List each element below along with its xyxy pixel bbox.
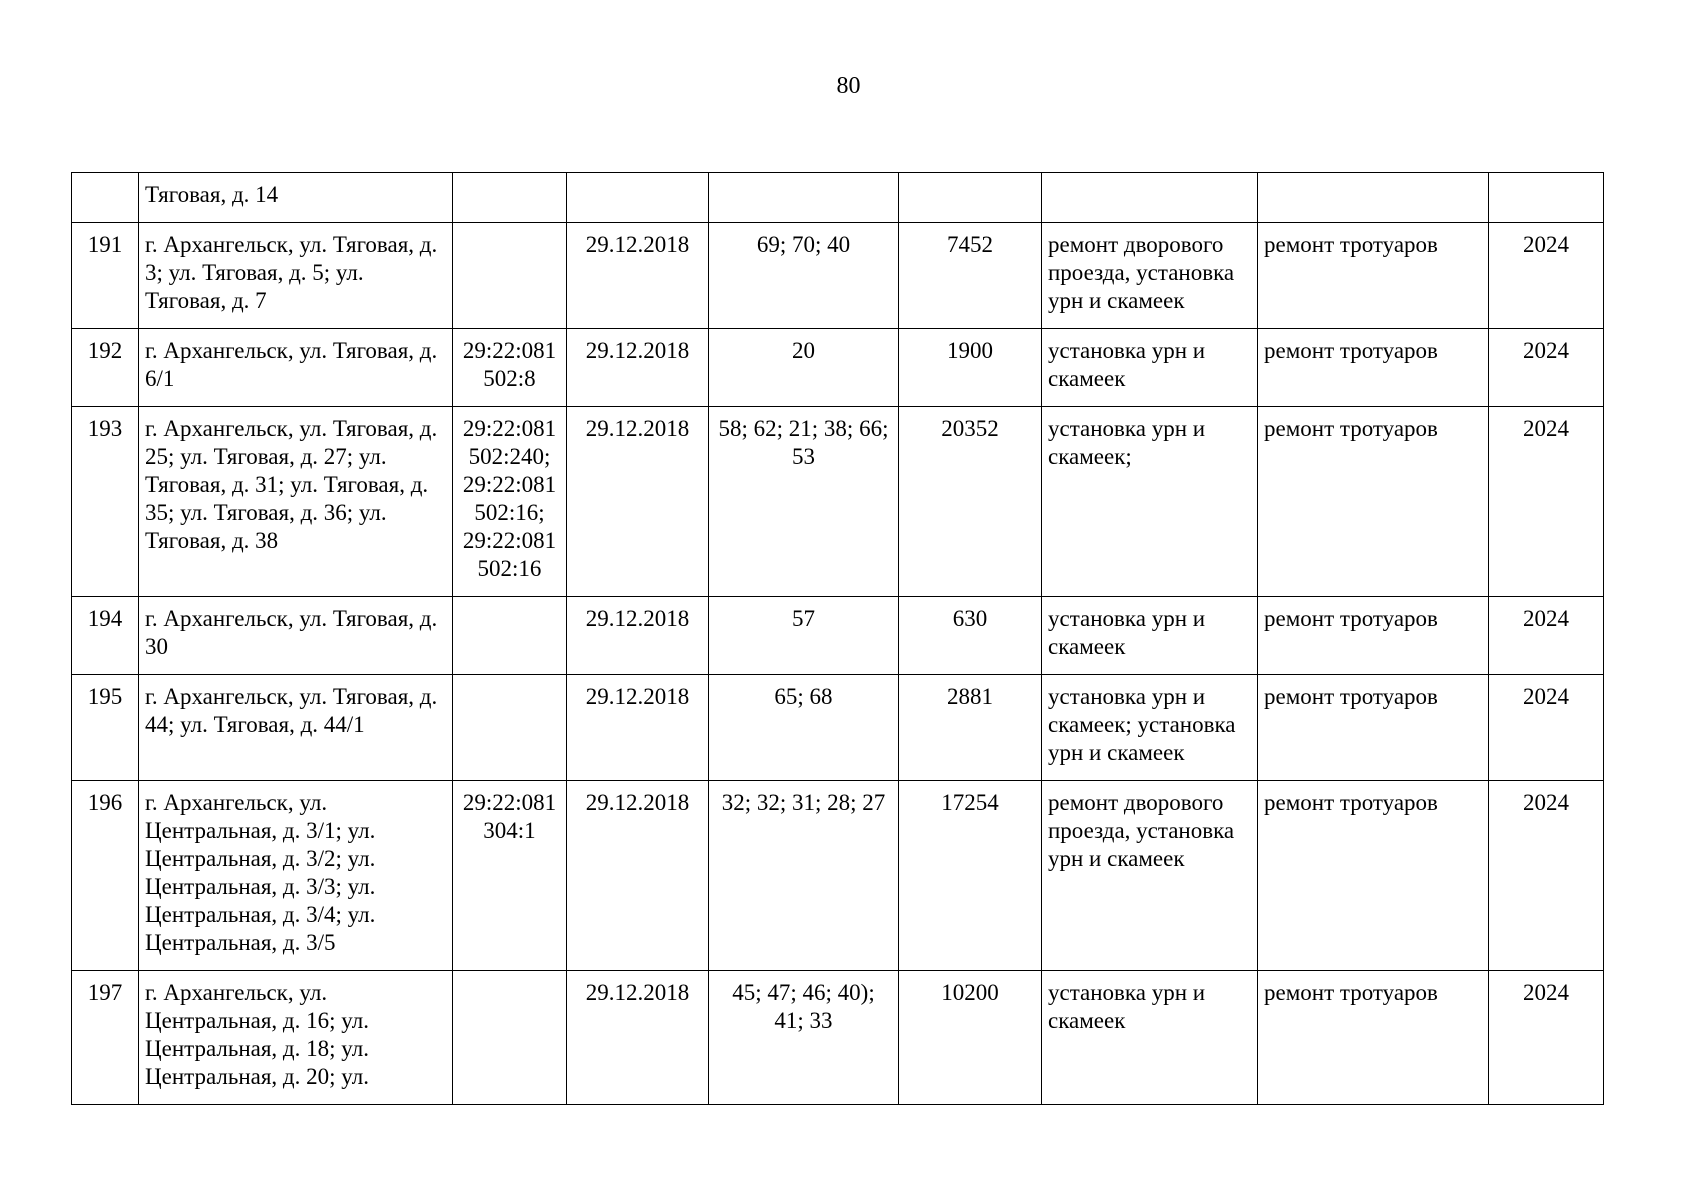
row-number-cell: 193 [72,407,139,597]
flats-cell: 32; 32; 31; 28; 27 [709,781,899,971]
address-cell: г. Архангельск, ул. Тяговая, д. 3; ул. Тяговая, д. 5; ул. Тяговая, д. 7 [139,223,453,329]
table-row [72,407,1604,597]
flats-cell: 58; 62; 21; 38; 66; 53 [709,407,899,597]
minimal-works-cell [1042,173,1258,223]
date-cell: 29.12.2018 [567,675,709,781]
table-row [72,781,1604,971]
minimal-works-cell: установка урн и скамеек [1042,329,1258,407]
additional-works-cell: ремонт тротуаров [1258,329,1489,407]
date-cell: 29.12.2018 [567,329,709,407]
cadastral-number-cell [453,597,567,675]
date-cell: 29.12.2018 [567,223,709,329]
address-cell: Тяговая, д. 14 [139,173,453,223]
date-cell: 29.12.2018 [567,407,709,597]
table-row [72,173,1604,223]
flats-cell: 57 [709,597,899,675]
row-number-cell [72,173,139,223]
address-cell: г. Архангельск, ул. Тяговая, д. 25; ул. Тяговая, д. 27; ул. Тяговая, д. 31; ул. Тяговая, д. 35; ул. Тяговая, д. 36; ул. Тяговая, д. 38 [139,407,453,597]
table-row [72,223,1604,329]
address-cell: г. Архангельск, ул. Тяговая, д. 44; ул. Тяговая, д. 44/1 [139,675,453,781]
flats-cell: 45; 47; 46; 40); 41; 33 [709,971,899,1105]
row-number-cell: 196 [72,781,139,971]
flats-cell: 65; 68 [709,675,899,781]
row-number-cell: 195 [72,675,139,781]
date-cell: 29.12.2018 [567,971,709,1105]
additional-works-cell: ремонт тротуаров [1258,597,1489,675]
minimal-works-cell: установка урн и скамеек [1042,597,1258,675]
area-cell: 20352 [899,407,1042,597]
additional-works-cell: ремонт тротуаров [1258,407,1489,597]
cadastral-number-cell [453,173,567,223]
date-cell: 29.12.2018 [567,597,709,675]
improvement-table [71,172,1604,1105]
area-cell: 1900 [899,329,1042,407]
year-cell: 2024 [1489,223,1604,329]
additional-works-cell: ремонт тротуаров [1258,781,1489,971]
flats-cell: 20 [709,329,899,407]
additional-works-cell: ремонт тротуаров [1258,675,1489,781]
address-cell: г. Архангельск, ул. Центральная, д. 16; ул. Центральная, д. 18; ул. Центральная, д. 20; ул. [139,971,453,1105]
area-cell: 630 [899,597,1042,675]
additional-works-cell [1258,173,1489,223]
year-cell: 2024 [1489,675,1604,781]
date-cell: 29.12.2018 [567,781,709,971]
year-cell: 2024 [1489,329,1604,407]
area-cell: 2881 [899,675,1042,781]
table-row [72,597,1604,675]
year-cell: 2024 [1489,971,1604,1105]
cadastral-number-cell: 29:22:081 502:240; 29:22:081 502:16; 29:22:081 502:16 [453,407,567,597]
table-row [72,675,1604,781]
row-number-cell: 197 [72,971,139,1105]
cadastral-number-cell: 29:22:081 502:8 [453,329,567,407]
flats-cell: 69; 70; 40 [709,223,899,329]
address-cell: г. Архангельск, ул. Тяговая, д. 30 [139,597,453,675]
table-row [72,971,1604,1105]
area-cell: 7452 [899,223,1042,329]
address-cell: г. Архангельск, ул. Тяговая, д. 6/1 [139,329,453,407]
minimal-works-cell: ремонт дворового проезда, установка урн и скамеек [1042,781,1258,971]
cadastral-number-cell [453,971,567,1105]
minimal-works-cell: ремонт дворового проезда, установка урн и скамеек [1042,223,1258,329]
year-cell: 2024 [1489,597,1604,675]
address-cell: г. Архангельск, ул. Центральная, д. 3/1; ул. Центральная, д. 3/2; ул. Центральная, д. 3/3; ул. Центральная, д. 3/4; ул. Центральная, д. 3/5 [139,781,453,971]
cadastral-number-cell [453,223,567,329]
date-cell [567,173,709,223]
cadastral-number-cell [453,675,567,781]
additional-works-cell: ремонт тротуаров [1258,223,1489,329]
year-cell: 2024 [1489,781,1604,971]
minimal-works-cell: установка урн и скамеек; [1042,407,1258,597]
area-cell [899,173,1042,223]
area-cell: 17254 [899,781,1042,971]
minimal-works-cell: установка урн и скамеек [1042,971,1258,1105]
page-number: 80 [836,73,861,99]
additional-works-cell: ремонт тротуаров [1258,971,1489,1105]
year-cell [1489,173,1604,223]
row-number-cell: 191 [72,223,139,329]
row-number-cell: 192 [72,329,139,407]
row-number-cell: 194 [72,597,139,675]
year-cell: 2024 [1489,407,1604,597]
area-cell: 10200 [899,971,1042,1105]
minimal-works-cell: установка урн и скамеек; установка урн и скамеек [1042,675,1258,781]
table-row [72,329,1604,407]
cadastral-number-cell: 29:22:081 304:1 [453,781,567,971]
flats-cell [709,173,899,223]
